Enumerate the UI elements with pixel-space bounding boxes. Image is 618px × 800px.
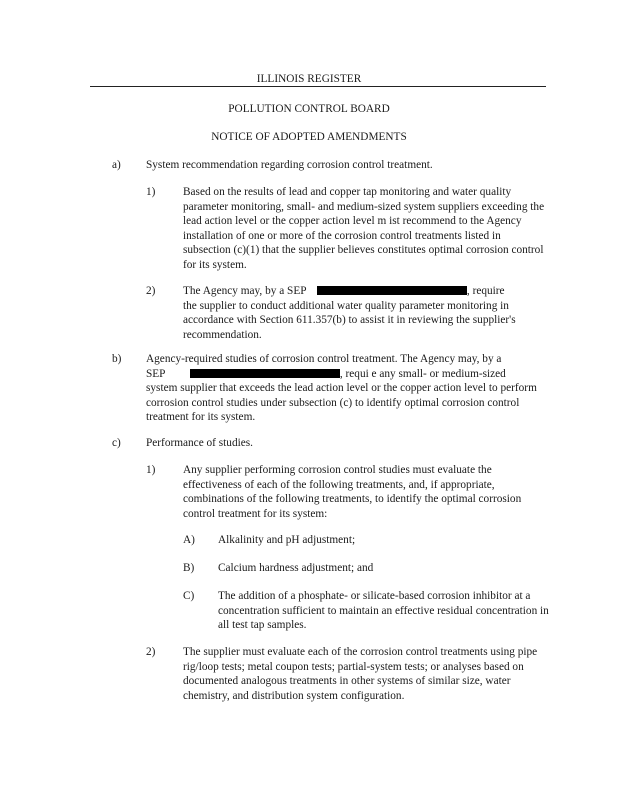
notice-title: NOTICE OF ADOPTED AMENDMENTS xyxy=(211,131,407,143)
section-c-label: c) xyxy=(112,437,121,449)
section-a1-label: 1) xyxy=(146,186,156,198)
section-b-text-rest: system supplier that exceeds the lead action level or the copper action level to perform corrosion control studies under subsection (c) to identify optimal corrosion control treatment for its system. xyxy=(146,382,537,424)
section-b-line2-start: SEP xyxy=(146,367,166,380)
section-c1b-label: B) xyxy=(183,562,195,574)
section-a2-text xyxy=(183,284,548,342)
section-b-line1: Agency-required studies of corrosion control treatment. The Agency may, by a xyxy=(146,353,502,365)
redaction-bar xyxy=(190,369,340,378)
board-title: POLLUTION CONTROL BOARD xyxy=(228,103,390,115)
section-c1c-label: C) xyxy=(183,590,195,602)
section-c1a-text: Alkalinity and pH adjustment; xyxy=(218,534,356,546)
section-b-line2-end: , requi e any small- or medium-sized xyxy=(339,367,506,380)
section-a-label: a) xyxy=(112,159,121,171)
section-c2-label: 2) xyxy=(146,646,156,658)
section-a1-text: Based on the results of lead and copper tap monitoring and water quality parameter monitoring, small- and medium-sized system suppliers exceeding the lead action level or the copper action level m ist recommend to the Agency installation of one or more of the corrosion control treatments listed in subsection (c)(1) that the supplier believes constitutes optimal corrosion control for its system. xyxy=(183,186,545,271)
section-c1c-text: The addition of a phosphate- or silicate-based corrosion inhibitor at a concentration sufficient to maintain an effective residual concentration in all test tap samples. xyxy=(218,590,549,632)
register-title: ILLINOIS REGISTER xyxy=(256,73,362,85)
section-a2-label: 2) xyxy=(146,285,156,297)
section-c1-label: 1) xyxy=(146,464,156,476)
section-a2-text-start: The Agency may, by a SEP xyxy=(183,285,307,297)
header-rule xyxy=(90,86,546,87)
section-a2-text-mid: , require xyxy=(466,285,505,297)
section-c-heading: Performance of studies. xyxy=(146,437,253,449)
section-c2-text: The supplier must evaluate each of the corrosion control treatments using pipe rig/loop tests; metal coupon tests; partial-system tests; or analyses based on documented analogous treatments in other systems of similar size, water chemistry, and distribution system configuration. xyxy=(183,646,538,702)
section-c1-text: Any supplier performing corrosion control studies must evaluate the effectiveness of each of the following treatments, and, if appropriate, combinations of the following treatments, to identify the optimal corrosion control treatment for its system: xyxy=(183,464,522,520)
section-c1b-text: Calcium hardness adjustment; and xyxy=(218,562,374,574)
redaction-bar xyxy=(317,286,467,295)
section-c1a-label: A) xyxy=(183,534,195,546)
section-a-heading: System recommendation regarding corrosion control treatment. xyxy=(146,159,433,171)
section-b-label: b) xyxy=(112,353,122,365)
section-b-text xyxy=(146,352,548,425)
section-a2-text-rest: the supplier to conduct additional water quality parameter monitoring in accordance with Section 611.357(b) to assist it in reviewing the supplier's recommendation. xyxy=(183,299,516,341)
